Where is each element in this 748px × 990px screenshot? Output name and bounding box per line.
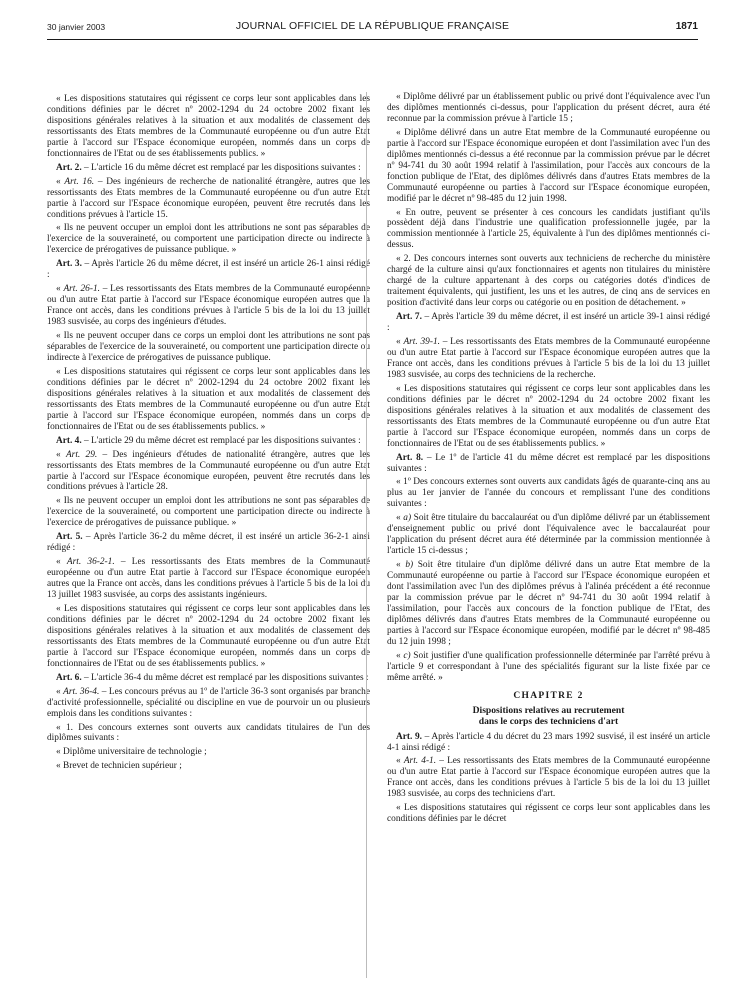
article-ref: c) bbox=[403, 650, 411, 661]
paragraph-text: Soit être titulaire du baccalauréat ou d'un diplôme délivré par un établissement d'enseignement public ou privé dont l'équivalence avec le baccalauréat pour l'application du présent décret aura été déterminée par la commission mentionnée à l'article 15 ci-dessus ; bbox=[387, 513, 710, 557]
article-text: – Après l'article 39 du même décret, il est inséré un article 39-1 ainsi rédigé : bbox=[387, 312, 711, 334]
quoted-paragraph bbox=[47, 557, 370, 601]
quote-mark: « bbox=[56, 686, 64, 697]
article-text: – Après l'article 36-2 du même décret, il est inséré un article 36-2-1 ainsi rédigé : bbox=[47, 532, 370, 554]
paragraph-text: « Les dispositions statutaires qui régissent ce corps leur sont applicables dans les conditions définies par le décret nº 2002-1294 du 24 octobre 2002 fixant les dispositions générales relatives à la situation et aux modalités de classement des ressortissants des Etats membres de la Communauté européenne ou d'un autre Etat partie à l'accord sur l'Espace économique européen, nommés dans un corps de fonctionnaires de l'Etat ou de ses établissements publics. » bbox=[47, 603, 370, 669]
article-text: – Après l'article 4 du décret du 23 mars 1992 susvisé, il est inséré un article 4-1 ainsi rédigé : bbox=[387, 731, 711, 753]
paragraph-text: « Diplôme délivré dans un autre Etat membre de la Communauté européenne ou partie à l'accord sur l'Espace économique européen et dont l'assimilation avec l'un des diplômes mentionnés ci-dessus a été reconnue par la commission prévue par le décret nº 94-741 du 30 août 1994 relatif à l'assimilation, pour l'accès aux concours de la fonction publique de l'Etat, des diplômes délivrés dans d'autres Etats membres de la Communauté européenne ou parties à l'accord sur l'Espace économique européen, modifié par le décret nº 98-485 du 12 juin 1998. bbox=[387, 127, 710, 204]
quote-mark: « bbox=[396, 560, 406, 571]
article-label: Art. 7. bbox=[396, 312, 422, 323]
quoted-paragraph bbox=[47, 604, 370, 670]
quoted-paragraph bbox=[47, 94, 370, 160]
paragraph-text: – Des ingénieurs d'études de nationalité étrangère, autres que les ressortissants des Etats membres de la Communauté européenne ou d'un autre Etat partie à l'accord sur l'Espace économique européen, peuvent être recrutés dans les conditions prévues à l'article 28. bbox=[47, 449, 370, 493]
article-text: – Le 1º de l'article 41 du même décret est remplacé par les dispositions suivantes : bbox=[387, 452, 711, 474]
paragraph-text: « Ils ne peuvent occuper un emploi dont les attributions ne sont pas séparables de l'exercice de la souveraineté, ou comportent une participation directe ou indirecte à l'exercice de prérogatives de puissance publique. » bbox=[47, 496, 370, 529]
quoted-paragraph bbox=[387, 651, 710, 684]
article-paragraph bbox=[387, 453, 710, 475]
article-paragraph bbox=[387, 312, 710, 334]
header-title: JOURNAL OFFICIEL DE LA RÉPUBLIQUE FRANÇAISE bbox=[235, 20, 510, 32]
paragraph-text: « Les dispositions statutaires qui régissent ce corps leur sont applicables dans les conditions définies par le décret nº 2002-1294 du 24 octobre 2002 fixant les dispositions générales relatives à la situation et aux modalités de classement des ressortissants des Etats membres de la Communauté européenne ou d'un autre Etat partie à l'accord sur l'Espace économique européen, nommés dans un corps de fonctionnaires de l'Etat ou de ses établissements publics. » bbox=[47, 366, 370, 432]
chapter-heading: CHAPITRE 2 bbox=[513, 690, 584, 701]
quote-mark: « bbox=[396, 650, 404, 661]
article-label: Art. 6. bbox=[56, 672, 82, 683]
paragraph-text: « Ils ne peuvent occuper dans ce corps un emploi dont les attributions ne sont pas séparables de l'exercice de la souveraineté, ou comportent une participation directe ou indirecte à l'exercice de prérogatives de puissance publique. bbox=[47, 331, 370, 363]
quoted-paragraph bbox=[47, 450, 370, 494]
article-text: – L'article 36-4 du même décret est remplacé par les dispositions suivantes : bbox=[81, 672, 369, 683]
article-label: Art. 8. bbox=[396, 452, 424, 463]
paragraph-text: « 1. Des concours externes sont ouverts aux candidats titulaires de l'un des diplômes suivants : bbox=[47, 722, 370, 744]
paragraph-text: « Les dispositions statutaires qui régissent ce corps leur sont applicables dans les conditions définies par le décret bbox=[387, 803, 710, 825]
section-heading-line: Dispositions relatives au recrutement bbox=[472, 704, 625, 716]
quoted-paragraph bbox=[387, 337, 710, 381]
quote-mark: « bbox=[56, 449, 66, 460]
paragraph-text: Soit justifier d'une qualification professionnelle déterminée par l'arrêté prévu à l'article 9 et correspondant à l'une des spécialités figurant sur la liste fixée par ce même arrêté. » bbox=[387, 650, 710, 683]
paragraph-text: – Les concours prévus au 1º de l'article 36-3 sont organisés par branche d'activité professionnelle, spécialité ou discipline en vue de pourvoir un ou plusieurs emplois dans les conditions suivantes : bbox=[47, 686, 371, 719]
section-heading bbox=[387, 705, 710, 728]
quoted-paragraph bbox=[387, 384, 710, 450]
article-label: Art. 5. bbox=[56, 532, 83, 543]
article-ref: Art. 16. bbox=[64, 176, 95, 187]
quoted-paragraph bbox=[47, 177, 370, 221]
right-column bbox=[387, 92, 710, 828]
quoted-paragraph bbox=[47, 331, 370, 364]
paragraph-text: « Les dispositions statutaires qui régissent ce corps leur sont applicables dans les conditions définies par le décret nº 2002-1294 du 24 octobre 2002 fixant les dispositions générales relatives à la situation et aux modalités de classement des ressortissants des Etats membres de la Communauté européenne ou d'un autre Etat partie à l'accord sur l'Espace économique européen, nommés dans un corps de fonctionnaires de l'Etat ou de ses établissements publics. » bbox=[47, 94, 370, 159]
paragraph-text: « 1º Des concours externes sont ouverts aux candidats âgés de quarante-cinq ans au plus au 1er janvier de l'année du concours et remplissant l'une des conditions suivantes : bbox=[387, 477, 710, 510]
quote-mark: « bbox=[396, 337, 404, 348]
quoted-paragraph bbox=[47, 723, 370, 745]
article-label: Art. 9. bbox=[396, 731, 422, 742]
article-paragraph bbox=[47, 532, 370, 554]
quoted-paragraph bbox=[387, 254, 710, 309]
quote-mark: « bbox=[56, 284, 64, 295]
article-ref: a) bbox=[403, 513, 412, 524]
quote-mark: « bbox=[396, 513, 404, 524]
quoted-paragraph bbox=[387, 803, 710, 825]
quote-mark: « bbox=[396, 756, 404, 767]
quoted-paragraph bbox=[47, 496, 370, 529]
paragraph-text: – Des ingénieurs de recherche de nationalité étrangère, autres que les ressortissants des Etats membres de la Communauté européenne ou d'un autre Etat partie à l'accord sur l'Espace économique européen, peuvent être recrutés dans les conditions prévues à l'article 15. bbox=[47, 176, 371, 220]
article-ref: Art. 36-2-1. bbox=[66, 557, 115, 568]
quoted-paragraph bbox=[47, 367, 370, 433]
paragraph-text: « Les dispositions statutaires qui régissent ce corps leur sont applicables dans les conditions définies par le décret nº 2002-1294 du 24 octobre 2002 fixant les dispositions générales relatives à la situation et aux modalités de classement des ressortissants des Etats membres de la Communauté européenne ou d'un autre Etat partie à l'accord sur l'Espace économique européen, nommés dans un corps de fonctionnaires de l'Etat ou de ses établissements publics. » bbox=[387, 383, 710, 449]
paragraph-text: « Diplôme délivré par un établissement public ou privé dont l'équivalence avec l'un des diplômes mentionnés ci-dessus, pour l'application du présent décret, aura été reconnue par la commission prévue à l'article 15 ; bbox=[387, 92, 710, 124]
article-ref: Art. 26-1. bbox=[63, 284, 100, 295]
article-text: – L'article 29 du même décret est remplacé par les dispositions suivantes : bbox=[81, 435, 361, 446]
article-paragraph bbox=[47, 163, 370, 174]
header-date: 30 janvier 2003 bbox=[47, 22, 106, 32]
article-label: Art. 3. bbox=[56, 259, 82, 270]
quoted-paragraph bbox=[387, 560, 710, 648]
article-label: Art. 2. bbox=[56, 162, 82, 173]
quoted-paragraph bbox=[47, 747, 370, 758]
paragraph-text: « Ils ne peuvent occuper un emploi dont les attributions ne sont pas séparables de l'exercice de la souveraineté, ou comportent une participation directe ou indirecte à l'exercice de prérogatives de puissance publique. » bbox=[47, 223, 370, 256]
page-header bbox=[47, 20, 698, 36]
article-text: – L'article 16 du même décret est remplacé par les dispositions suivantes : bbox=[81, 162, 361, 173]
column-divider bbox=[366, 92, 367, 978]
article-paragraph bbox=[47, 436, 370, 447]
paragraph-text: « En outre, peuvent se présenter à ces concours les candidats justifiant qu'ils possèdent déjà dans l'industrie une qualification professionnelle jugée, par la commission mentionnée à l'article 25, équivalente à l'un des diplômes mentionnés ci-dessus. bbox=[387, 207, 710, 251]
article-label: Art. 4. bbox=[56, 435, 82, 446]
quoted-paragraph bbox=[47, 223, 370, 256]
section-heading-line: dans le corps des techniciens d'art bbox=[478, 716, 619, 728]
left-column bbox=[47, 94, 370, 775]
quoted-paragraph bbox=[387, 208, 710, 252]
quote-mark: « bbox=[56, 176, 65, 187]
paragraph-text: « Diplôme universitaire de technologie ; bbox=[56, 747, 207, 758]
quote-mark: « bbox=[56, 557, 67, 568]
quoted-paragraph bbox=[387, 128, 710, 205]
paragraph-text: – Les ressortissants des Etats membres de la Communauté européenne ou d'un autre Etat partie à l'accord sur l'Espace économique européen autres que la France ont accès, dans les conditions prévues à l'article 5 bis de la loi du 13 juillet 1983 susvisée, au corps des techniciens d'art. bbox=[387, 756, 711, 800]
paragraph-text: « Brevet de technicien supérieur ; bbox=[56, 761, 182, 772]
article-ref: Art. 39-1. bbox=[403, 337, 440, 348]
quoted-paragraph bbox=[47, 687, 370, 720]
quoted-paragraph bbox=[387, 477, 710, 510]
article-ref: Art. 36-4. bbox=[63, 686, 100, 697]
quoted-paragraph bbox=[47, 761, 370, 772]
header-rule bbox=[47, 39, 698, 40]
article-paragraph bbox=[47, 673, 370, 684]
article-paragraph bbox=[387, 732, 710, 754]
paragraph-text: – Les ressortissants des Etats membres de la Communauté européenne ou d'un autre Etat partie à l'accord sur l'Espace économique européen autres que la France ont accès, dans les conditions prévues à l'article 5 bis de la loi du 13 juillet 1983 susvisée, au corps des ingénieurs d'études. bbox=[47, 284, 370, 328]
paragraph-text: – Les ressortissants des Etats membres de la Communauté européenne ou d'un autre Etat partie à l'accord sur l'Espace économique européen autres que la France ont accès, dans les conditions prévues à l'article 5 bis de la loi du 13 juillet 1983 susvisée, au corps des techniciens de la recherche. bbox=[387, 337, 710, 380]
quoted-paragraph bbox=[387, 513, 710, 557]
paragraph-text: Soit être titulaire d'un diplôme délivré dans un autre Etat membre de la Communauté européenne ou partie à l'accord sur l'Espace économique européen et dont l'assimilation avec l'un des diplômes prévus à l'alinéa précédent a été reconnue par la commission prévue par le décret nº 94-741 du 30 août 1994 relatif à l'assimilation, pour l'accès aux concours de la fonction publique de l'Etat, des diplômes délivrés dans d'autres Etats membres de la Communauté européenne ou parties à l'accord sur l'Espace économique européen, modifié par le décret nº 98-485 du 12 juin 1998 ; bbox=[387, 560, 710, 647]
article-text: – Après l'article 26 du même décret, il est inséré un article 26-1 ainsi rédigé : bbox=[47, 259, 371, 281]
article-ref: b) bbox=[405, 560, 414, 571]
quoted-paragraph bbox=[47, 284, 370, 328]
page-number: 1871 bbox=[675, 21, 698, 32]
article-ref: Art. 4-1. bbox=[403, 756, 437, 767]
paragraph-text: – Les ressortissants des Etats membres de la Communauté européenne ou d'un autre Etat partie à l'accord sur l'Espace économique européen autres que la France ont accès, dans les conditions prévues à l'article 5 bis de la loi du 13 juillet 1983 susvisée, au corps des assistants ingénieurs. bbox=[47, 557, 370, 601]
article-ref: Art. 29. bbox=[65, 449, 98, 460]
quoted-paragraph bbox=[387, 756, 710, 800]
quoted-paragraph bbox=[387, 92, 710, 125]
paragraph-text: « 2. Des concours internes sont ouverts aux techniciens de recherche du ministère chargé de la culture ainsi qu'aux fonctionnaires et agents non titulaires du ministère chargé de la culture appartenant à des corps ou catégories dotés d'indices de traitement équivalents, qui justifient, les uns et les autres, de cinq ans de services en position d'activité dans leur corps ou catégorie ou en position de détachement. » bbox=[387, 254, 710, 309]
article-paragraph bbox=[47, 259, 370, 281]
